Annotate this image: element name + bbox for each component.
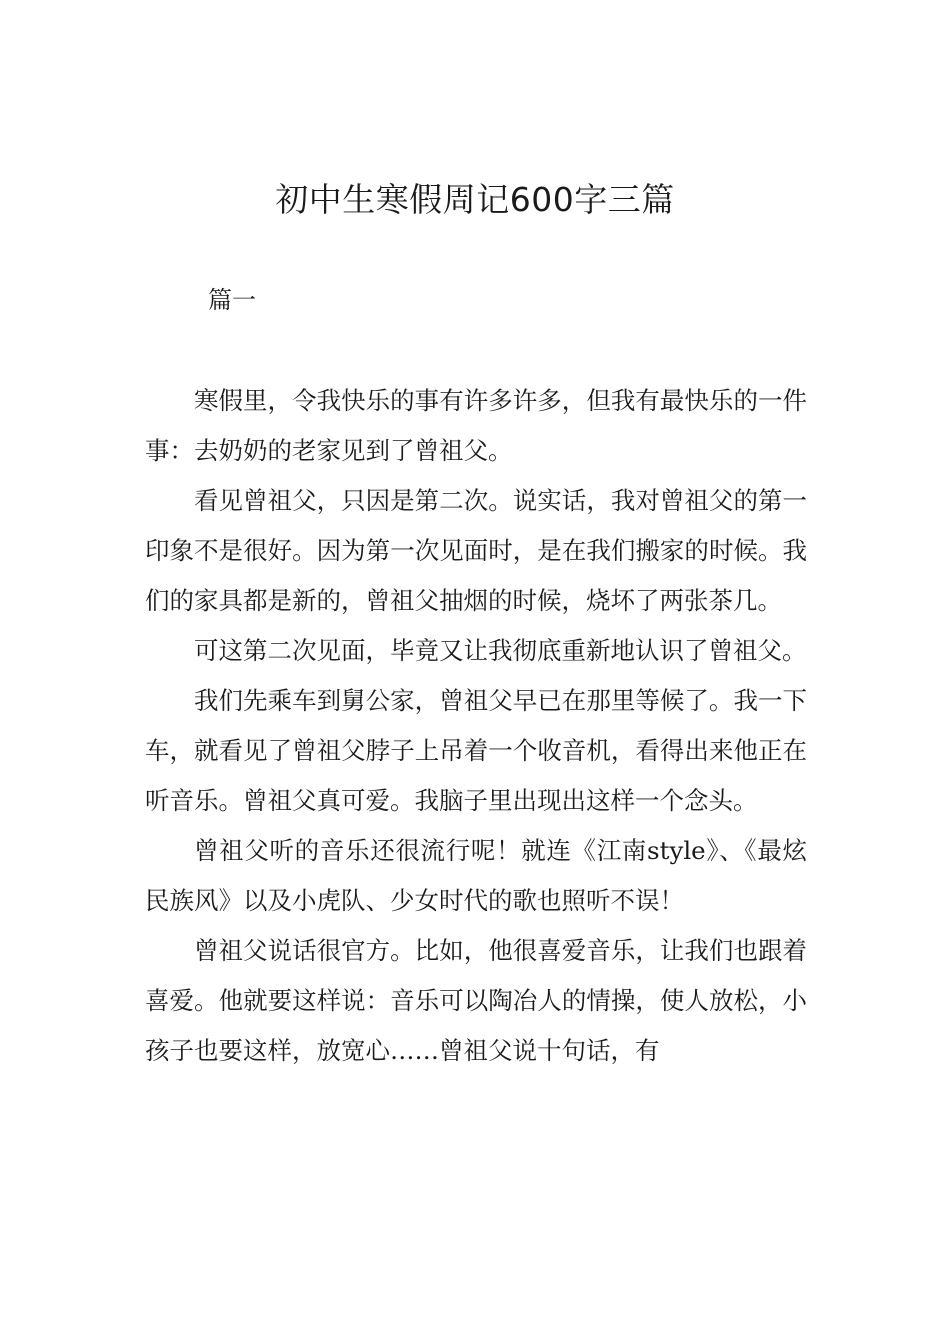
document-title: 初中生寒假周记600字三篇 (275, 180, 675, 219)
paragraph: 寒假里，令我快乐的事有许多许多，但我有最快乐的一件事：去奶奶的老家见到了曾祖父。 (145, 386, 807, 465)
paragraph: 我们先乘车到舅公家，曾祖父早已在那里等候了。我一下车，就看见了曾祖父脖子上吊着一个收音机，看得出来他正在听音乐。曾祖父真可爱。我脑子里出现出这样一个念头。 (145, 686, 807, 815)
paragraph: 看见曾祖父，只因是第二次。说实话，我对曾祖父的第一印象不是很好。因为第一次见面时，是在我们搬家的时候。我们的家具都是新的，曾祖父抽烟的时候，烧坏了两张茶几。 (145, 486, 807, 615)
section-heading: 篇一 (208, 286, 256, 314)
body-text (145, 376, 807, 1076)
paragraph: 曾祖父说话很官方。比如，他很喜爱音乐，让我们也跟着喜爱。他就要这样说：音乐可以陶冶人的情操，使人放松，小孩子也要这样，放宽心……曾祖父说十句话，有 (145, 936, 807, 1065)
paragraph: 可这第二次见面，毕竟又让我彻底重新地认识了曾祖父。 (194, 636, 807, 665)
paragraph: 曾祖父听的音乐还很流行呢！就连《江南style》、《最炫民族风》以及小虎队、少女时代的歌也照听不误！ (145, 836, 807, 915)
